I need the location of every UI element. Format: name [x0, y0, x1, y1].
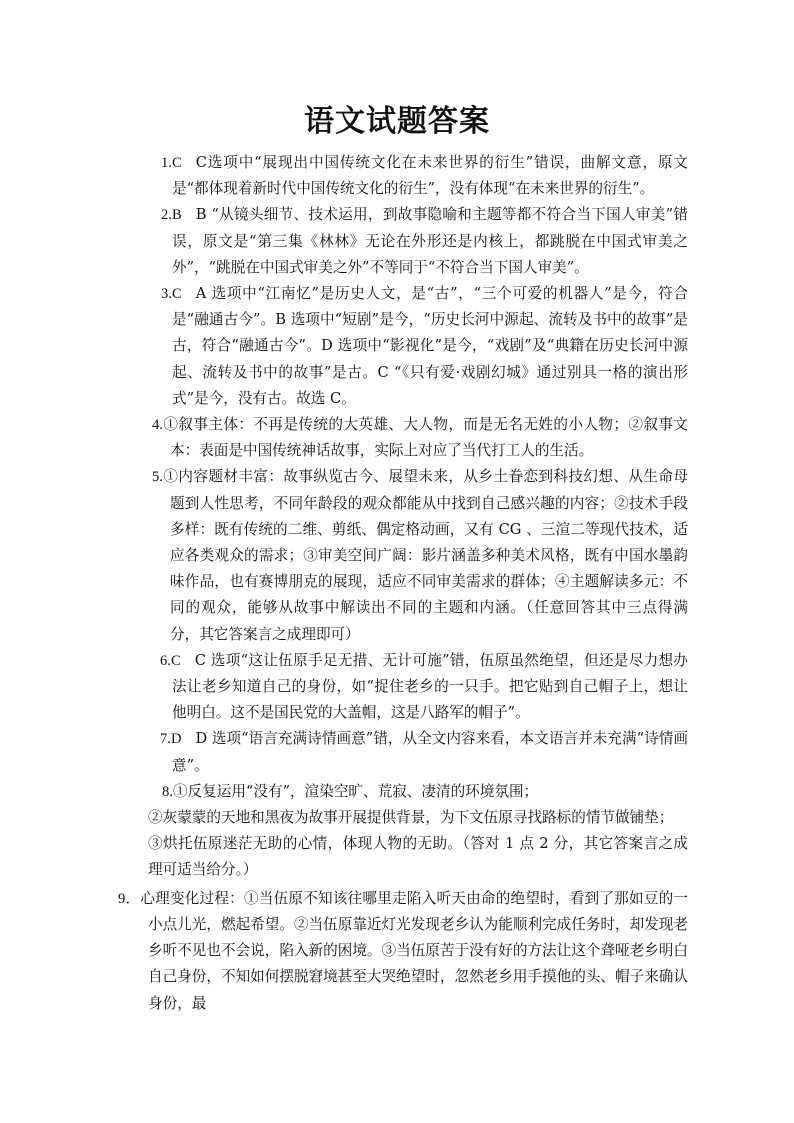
answer-number: 8. [162, 783, 173, 800]
answer-text: ①内容题材丰富：故事纵览古今、展望未来，从乡土眷恋到科技幻想、从生命母题到人性思考，不同年龄段的观众都能从中找到自己感兴趣的内容；②技术手段多样：既有传统的二维、剪纸、偶定格动画，又有 CG 、三渲二等现代技术，适应各类观众的需求；③审美空间广阔：影片涵盖多种美术风格，既有中国水墨韵味作品，也有赛博朋克的展现，适应不同审美需求的群体；④主题解读多元：不同的观众，能够从故事中解读出不同的主题和内涵。（任意回答其中三点得满分，其它答案言之成理即可） [162, 468, 688, 643]
answer-text: D 选项“语言充满诗情画意”错，从全文内容来看，本文语言并未充满“诗情画意”。 [172, 730, 688, 774]
answer-text: 心理变化过程：①当伍原不知该往哪里走陷入听天由命的绝望时，看到了那如豆的一小点儿光，燃起希望。②当伍原靠近灯光发现老乡认为能顺利完成任务时，却发现老乡听不见也不会说，陷入新的困境。③当伍原苦于没有好的方法让这个聋哑老乡明白自己身份，不知如何摆脱窘境甚至大哭绝望时，忽然老乡用手摸他的头、帽子来确认身份，最 [140, 889, 688, 1012]
answer-2 [118, 202, 688, 281]
answer-5 [118, 464, 688, 647]
answer-1 [118, 150, 688, 202]
answer-number: 5. [152, 469, 163, 486]
answer-8-point-2: ②灰蒙蒙的天地和黑夜为故事开展提供背景，为下文伍原寻找路标的情节做铺垫； [148, 809, 674, 827]
answer-number: 7.D [160, 731, 182, 748]
answer-6 [118, 648, 688, 727]
answer-number: 1.C [161, 155, 182, 171]
answer-8 [118, 779, 688, 805]
answer-4 [118, 412, 688, 464]
answer-text: B “从镜头细节、技术运用，到故事隐喻和主题等都不符合当下国人审美”错误，原文是“第三集《林林》无论在外形还是内核上，都跳脱在中国式审美之外”，“跳脱在中国式审美之外”不等同于“不符合当下国人审美”。 [172, 206, 688, 276]
answer-text: A 选项中“江南忆”是历史人文，是“古”，“三个可爱的机器人”是今，符合是“融通古今”。B 选项中“短剧”是今，“历史长河中源起、流转及书中的故事”是古，符合“融通古今”。D 选项中“影视化”是今，“戏剧”及“典籍在历史长河中源起、流转及书中的故事”是古。C “《只有爱·戏剧幻城》通过别具一格的演出形式”是今，没有古。故选 C。 [172, 285, 688, 407]
answer-number: 3.C [161, 286, 182, 303]
answer-text: ①叙事主体：不再是传统的大英雄、大人物，而是无名无姓的小人物；②叙事文本：表面是中国传统神话故事，实际上对应了当代打工人的生活。 [162, 416, 688, 460]
answer-8-point-3: ③烘托伍原迷茫无助的心情，体现人物的无助。（答对 1 点 2 分，其它答案言之成理可适当给分。） [148, 835, 688, 879]
answer-text: ①反复运用“没有”，渲染空旷、荒寂、凄清的环境氛围； [172, 782, 539, 800]
page-title: 语文试题答案 [304, 104, 490, 139]
answer-3 [118, 281, 688, 412]
answer-number: 2.B [161, 207, 182, 224]
answer-7 [118, 726, 688, 778]
answer-text: C 选项“这让伍原手足无措、无计可施”错，伍原虽然绝望，但还是尽力想办法让老乡知道自己的身份，如“捉住老乡的一只手。把它贴到自己帽子上，想让他明白。这不是国民党的大盖帽，这是八路军的帽子”。 [172, 651, 688, 722]
answer-9 [118, 886, 688, 1017]
answer-number: 6.C [160, 652, 181, 669]
answer-number: 4. [152, 417, 163, 434]
answer-text: C选项中“展现出中国传统文化在未来世界的衍生”错误，曲解文意，原文是“都体现着新时代中国传统文化的衍生”，没有体现“在未来世界的衍生”。 [172, 154, 688, 198]
answer-list [118, 150, 688, 1017]
answer-number: 9． [118, 890, 141, 907]
